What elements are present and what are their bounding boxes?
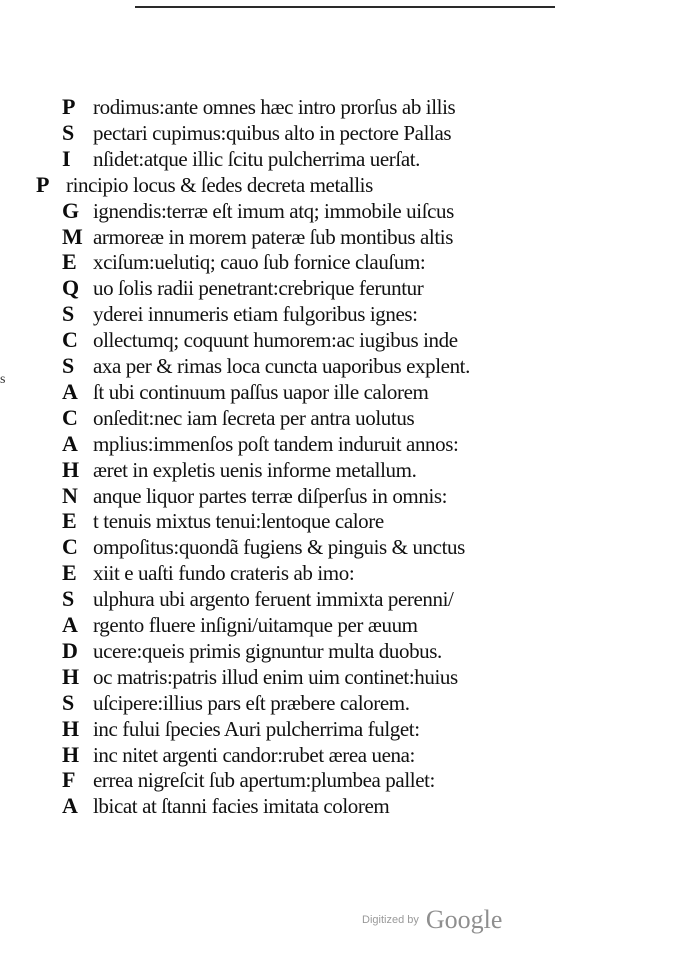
verse-text: errea nigreſcit ſub apertum:plumbea pallet: (93, 768, 435, 793)
watermark-brand: Google (425, 905, 503, 934)
verse-text: ſt ubi continuum paſſus uapor ille calorem (93, 379, 429, 404)
verse-initial: E (62, 508, 77, 534)
verse-text: ompoſitus:quondã fugiens & pinguis & unctus (93, 535, 465, 560)
verse-text: nſidet:atque illic ſcitu pulcherrima uerſat. (93, 146, 421, 171)
verse-text: armoreæ in morem pateræ ſub montibus altis (93, 224, 453, 249)
verse-text: æret in expletis uenis informe metallum. (93, 457, 417, 482)
verse-text: ollectumq; coquunt humorem:ac iugibus inde (93, 328, 458, 353)
verse-initial: S (62, 586, 74, 612)
verse-initial: P (62, 94, 76, 119)
verse-initial: H (62, 456, 79, 482)
top-rule (135, 6, 555, 8)
verse-initial: A (62, 612, 78, 637)
verse-text: rodimus:ante omnes hæc intro prorſus ab illis (93, 95, 456, 119)
verse-text: inc fului ſpecies Auri pulcherrima fulget: (93, 716, 420, 741)
margin-mark: s (0, 372, 6, 387)
verse-initial: C (62, 534, 78, 560)
verse-text: oc matris:patris illud enim uim continet:huius (93, 664, 458, 689)
verse-text: ignendis:terræ eſt imum atq; immobile uiſcus (93, 198, 454, 223)
verse-initial: I (62, 145, 71, 171)
verse-text: anque liquor partes terræ diſperſus in omnis: (93, 483, 448, 508)
verse-initial: C (62, 404, 78, 430)
verse-text: uo ſolis radii penetrant:crebrique feruntur (93, 276, 424, 301)
verse-text: xciſum:uelutiq; cauo ſub fornice clauſum: (93, 250, 426, 275)
verse-initial: E (62, 249, 77, 275)
verse-text: onſedit:nec iam ſecreta per antra uolutus (93, 405, 415, 430)
digitized-watermark (362, 905, 502, 935)
verse-initial: S (62, 119, 74, 145)
verse-initial: M (62, 223, 83, 249)
verse-initial: A (62, 793, 78, 819)
verse-text: xiit e uaſti fundo crateris ab imo: (93, 561, 355, 586)
verse-text: ucere:queis primis gignuntur multa duobus. (93, 638, 442, 663)
verse-initial: S (62, 301, 74, 327)
verse-text: yderei innumeris etiam fulgoribus ignes: (93, 302, 418, 327)
verse-text: rgento fluere inſigni/uitamque per æuum (93, 613, 418, 637)
verse-initial: C (62, 327, 78, 353)
verse-initial: D (62, 637, 78, 663)
verse-initial: Q (62, 275, 79, 301)
verse-text: t tenuis mixtus tenui:lentoque calore (93, 509, 384, 534)
verse-initial: S (62, 353, 74, 378)
verse-initial: P (36, 171, 50, 197)
verse-initial: H (62, 741, 79, 767)
verse-initial: A (62, 378, 78, 404)
verse-initial: F (62, 767, 76, 793)
verse-initial: H (62, 663, 79, 689)
verse-text: mplius:immenſos poſt tandem induruit annos: (93, 431, 459, 456)
verse-text: inc nitet argenti candor:rubet ærea uena: (93, 742, 415, 767)
watermark-prefix: Digitized by (362, 914, 419, 926)
verse-initial: E (62, 560, 77, 586)
verse-initial: S (62, 689, 74, 715)
verse-text: lbicat at ſtanni facies imitata colorem (93, 794, 390, 819)
verse-text: ulphura ubi argento feruent immixta perenni/ (93, 587, 454, 612)
verse-text: uſcipere:illius pars eſt præbere calorem. (93, 690, 410, 715)
verse-initial: H (62, 715, 79, 741)
verse-initial: N (62, 482, 78, 508)
verse-initial: G (62, 197, 79, 223)
verse-initial: A (62, 430, 78, 456)
verse-text: pectari cupimus:quibus alto in pectore Pallas (93, 120, 452, 145)
verse-text: axa per & rimas loca cuncta uaporibus explent. (93, 354, 470, 378)
verse-text: rincipio locus & ſedes decreta metallis (66, 172, 373, 197)
